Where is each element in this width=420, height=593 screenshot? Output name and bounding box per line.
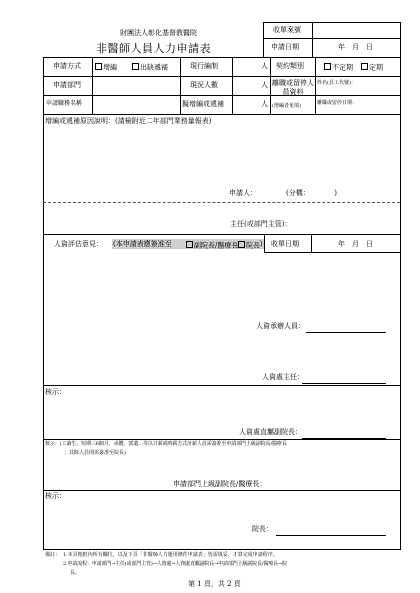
checkbox-icon (361, 63, 368, 70)
dept-vp-note-field[interactable] (46, 460, 396, 478)
contract-type-option-fixed[interactable]: 定期 (361, 63, 383, 72)
leaving-staff-name-field[interactable] (316, 88, 399, 94)
apply-date-field[interactable]: 年 月 日 (338, 43, 373, 51)
form-title: 非醫師人員人力申請表 (96, 42, 211, 55)
dept-field[interactable] (93, 77, 179, 94)
hr-review-textarea[interactable] (46, 254, 396, 318)
hr-review-close: ) (260, 240, 263, 248)
reason-label: 增編或遞補原因說明：(請檢附近二年部門業務量報表) (45, 117, 212, 125)
apply-method-option-replace[interactable]: 出缺遞補 (132, 63, 168, 72)
contract-type-option-indefinite[interactable]: 不定期 (324, 63, 353, 72)
person-unit: 人 (261, 81, 268, 89)
person-unit: 人 (261, 62, 268, 70)
apply-method-label: 申請方式 (53, 62, 81, 70)
checkbox-icon (95, 63, 102, 70)
footnote-line2: 2.申請流程：申請部門→主任(或部門主管)→人資處→人資處直屬副院長→申請部門上級副院長/醫療長→院 (63, 561, 287, 567)
checkbox-icon (186, 241, 193, 248)
hr-review-label: 人資評估意見： (54, 240, 103, 248)
president-note-label: 核示： (45, 492, 66, 500)
leaving-staff-label: 離職或留停人員資料 (272, 79, 314, 96)
checkbox-icon (238, 241, 245, 248)
contract-type-label: 契約類別 (276, 62, 304, 70)
hr-vp-note-label: 核示： (45, 388, 66, 396)
current-staff-field[interactable] (233, 58, 261, 75)
dept-label: 申請部門 (53, 81, 81, 89)
current-staff-label: 現行編制 (190, 62, 218, 70)
hr-review-highlight: (本申請表應簽准至 (113, 240, 172, 248)
planned-count-field[interactable] (233, 96, 261, 113)
president-signer-label: 院長： (252, 525, 273, 533)
checkbox-icon (132, 63, 139, 70)
apply-method-option-add[interactable]: 增編 (95, 63, 117, 72)
leave-date-label: 離職或留停日期： (317, 100, 358, 106)
name-field-label: 姓名(員工代號)： (317, 80, 356, 86)
planned-count-label: 擬增編或遞補 (182, 100, 224, 108)
actual-count-field[interactable] (233, 77, 261, 94)
footnote-line3: 長。 (70, 570, 81, 576)
sign-level-option-president[interactable]: 院長 (238, 241, 260, 250)
receipt-date-field[interactable]: 年 月 日 (338, 240, 373, 248)
receipt-no-label: 收單案號 (273, 26, 301, 34)
job-title-field[interactable] (93, 96, 179, 113)
sign-level-option-vp[interactable]: 副院長/醫療長 (186, 241, 238, 250)
org-name: 財團法人彰化基督教醫院 (120, 29, 197, 37)
job-title-label: 申請職務名稱 (46, 100, 83, 107)
president-note-field[interactable] (46, 503, 396, 523)
actual-count-label: 現況人數 (190, 81, 218, 89)
dept-vp-note-line1: 核示：(工讀生，短期三6個月、承攬、派遣…等以日薪或時薪方式計薪人員需簽准至申請部門上級副院長/醫療長 (45, 441, 287, 447)
hr-vp-signer-label: 人資處直屬副院長： (239, 428, 302, 436)
receipt-no-field[interactable] (313, 23, 399, 37)
hr-officer-label: 人資承辦人員： (256, 322, 305, 330)
hr-director-label: 人資處主任： (262, 373, 304, 381)
applicant-ext: (分機： ) (286, 189, 337, 197)
checkbox-icon (324, 63, 331, 70)
reason-textarea[interactable] (46, 128, 396, 188)
page-number: 第 1 頁，共 2 頁 (188, 580, 241, 588)
receipt-date-label: 收單日期 (271, 240, 299, 248)
person-unit: 人 (261, 100, 268, 108)
footnote-line1: 1.本頁粗框內所有欄位，以及下頁「非醫師人力運用條件申請表」皆需填妥，才算完成申請程序。 (63, 552, 278, 558)
dept-vp-note-line2: ；其餘人員則需簽准至院長) (64, 450, 126, 456)
supervisor-label: 主任(或部門主管)： (230, 220, 292, 228)
dept-vp-signer-label: 申請部門上級副院長/醫療長： (173, 480, 267, 488)
apply-date-label: 申請日期 (271, 43, 299, 51)
leaving-staff-note: (增編者免填) (272, 103, 301, 109)
applicant-label: 申請人： (229, 189, 257, 197)
footnote-label: 備註： (45, 552, 61, 558)
hr-vp-note-field[interactable] (46, 398, 396, 426)
